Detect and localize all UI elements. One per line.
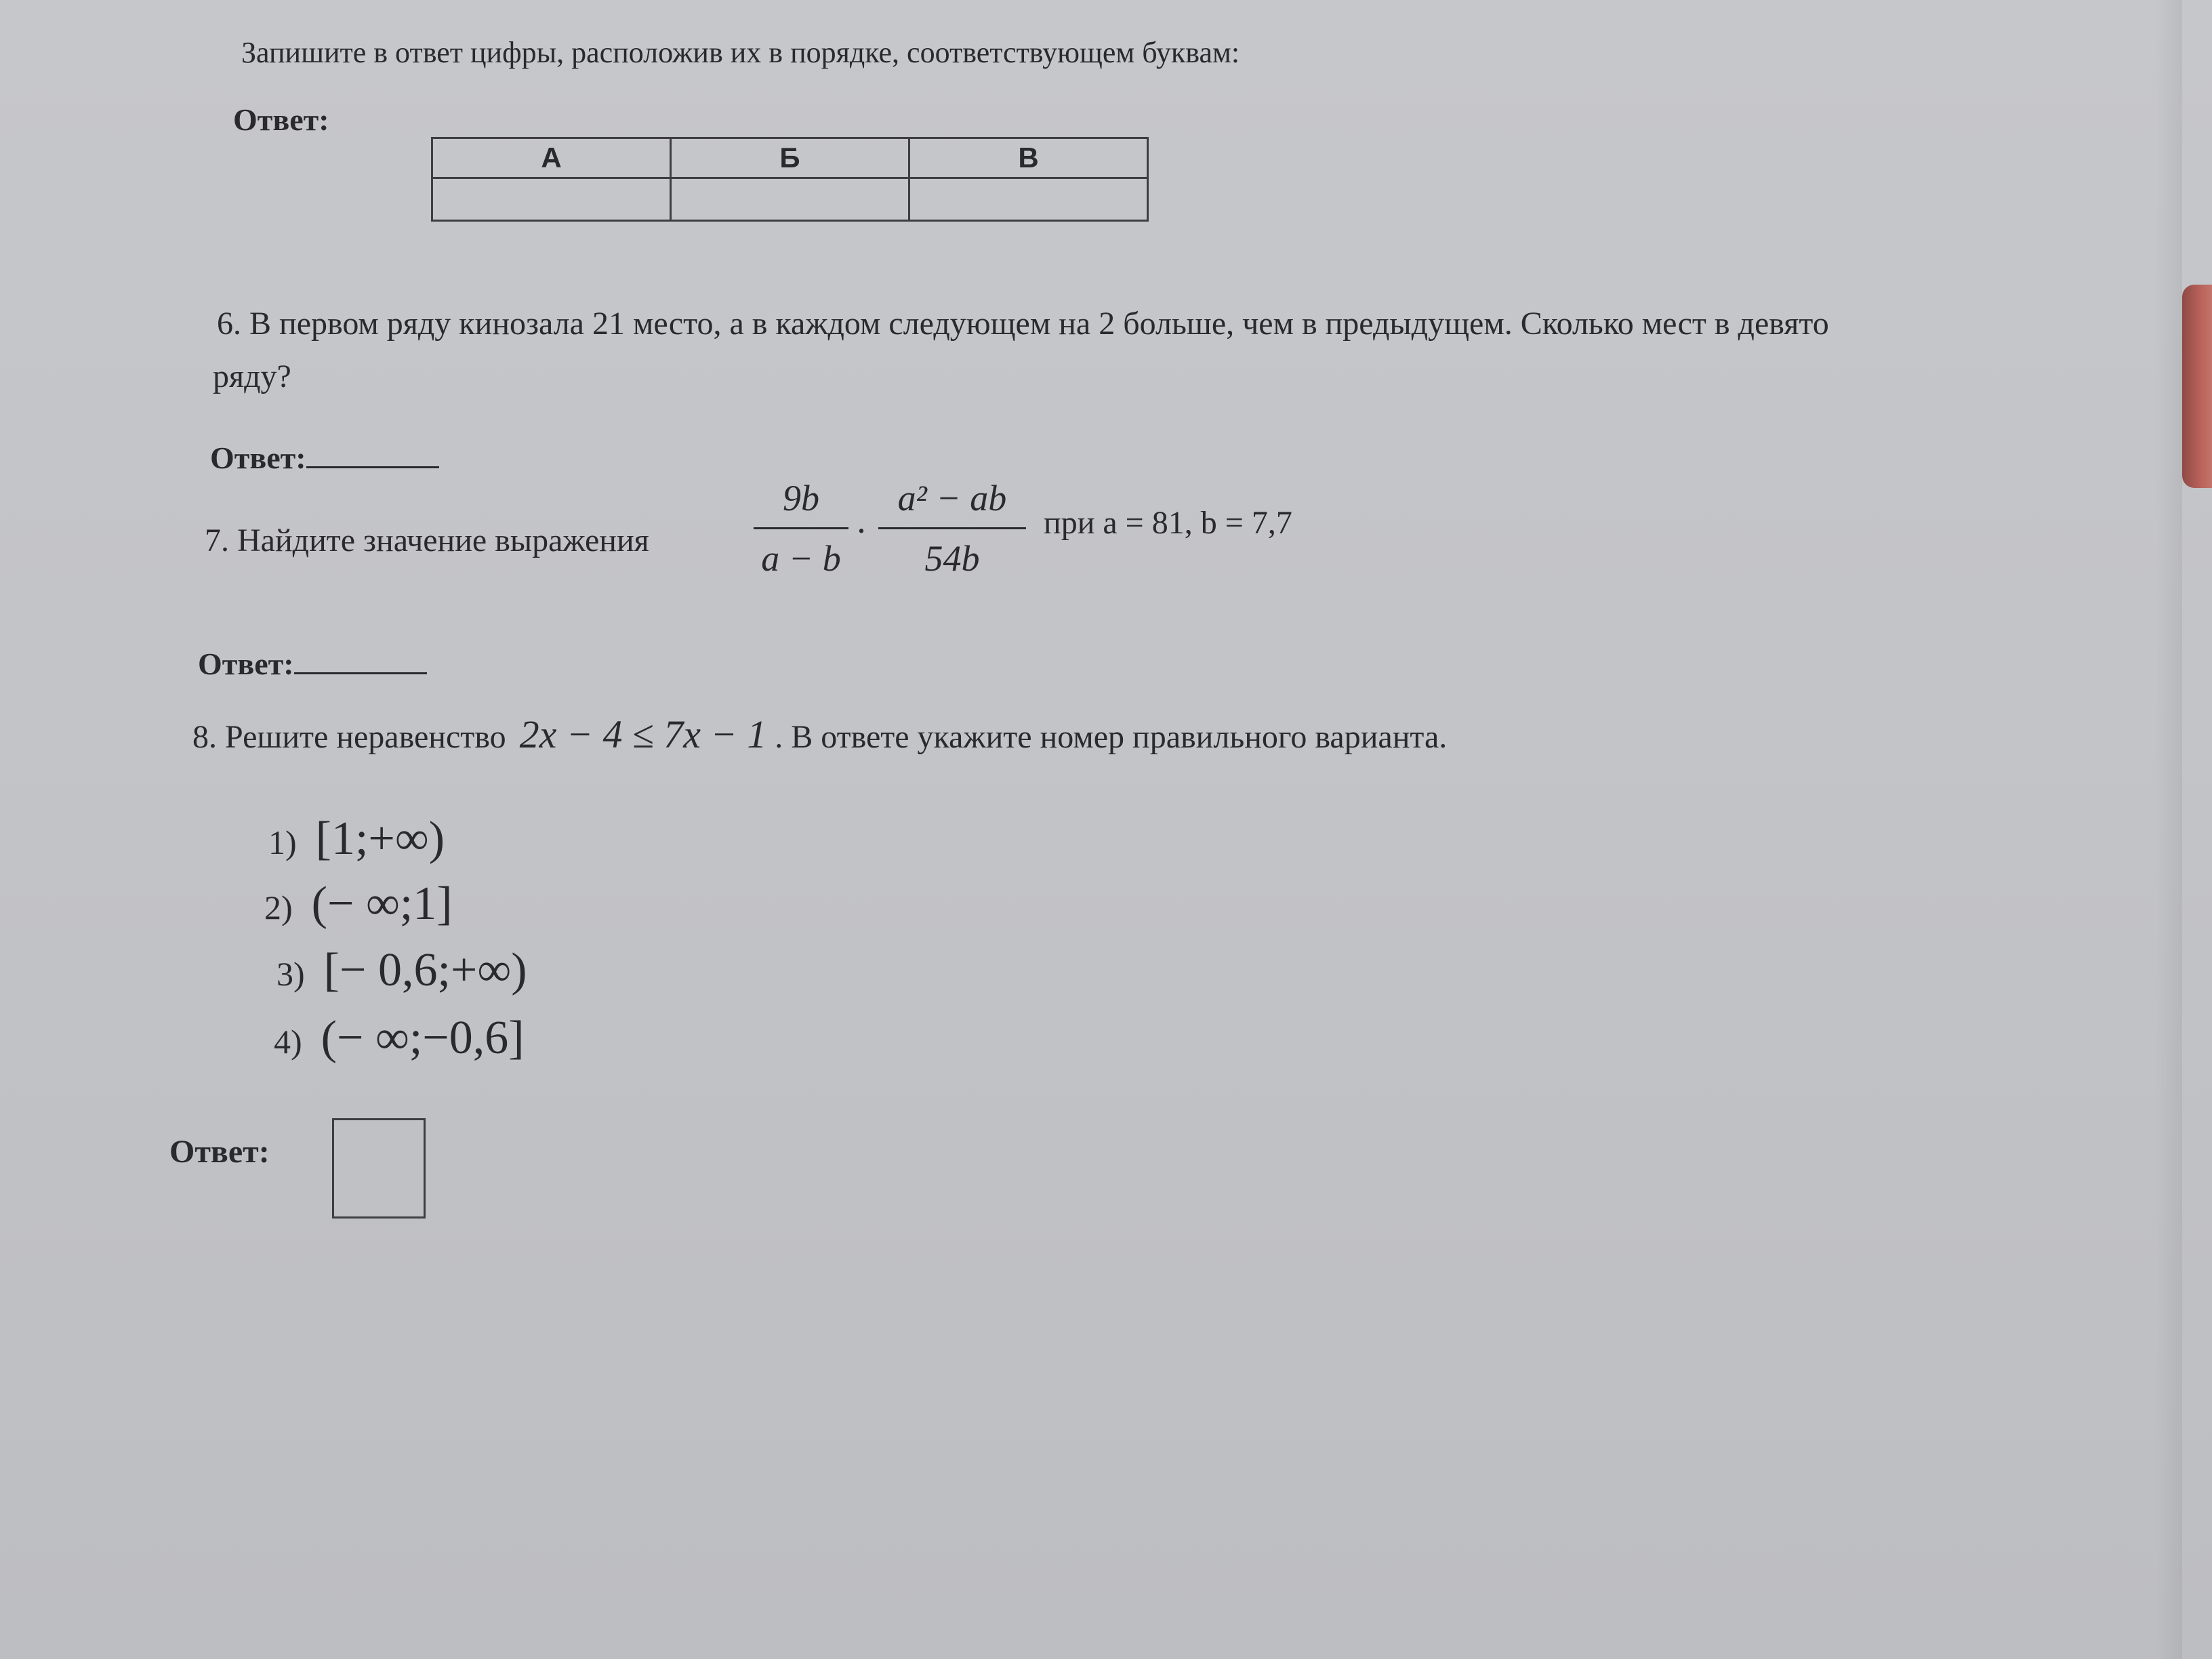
q7-frac1-numerator: 9b [783, 478, 819, 518]
q7-frac1-bar [754, 527, 848, 529]
q8-option-1[interactable] [268, 812, 445, 866]
q7-multiply-dot: · [855, 510, 867, 551]
q8-row [192, 712, 1447, 757]
q8-text: 8. Решите неравенство [192, 719, 506, 755]
q7-frac2-numerator: a² − ab [897, 478, 1007, 518]
option-2-value: (− ∞;1] [311, 878, 453, 930]
option-4-value: (− ∞;−0,6] [321, 1012, 525, 1064]
option-3-value: [− 0,6;+∞) [323, 944, 527, 996]
q7-frac2-bar [878, 527, 1026, 529]
q7-frac1-denominator: a − b [761, 538, 841, 579]
q8-answer-box[interactable] [332, 1118, 426, 1218]
answer-label-table: Ответ: [233, 102, 329, 137]
option-1-number: 1) [268, 823, 297, 861]
q6-answer-line[interactable] [306, 439, 439, 468]
instruction-text: Запишите в ответ цифры, расположив их в порядке, соответствующем буквам: [241, 36, 1240, 69]
page-edge-shadow [2155, 0, 2182, 1659]
q7-fraction-1 [754, 474, 848, 582]
answer-table [431, 137, 1149, 222]
q7-frac2-denominator: 54b [924, 538, 980, 579]
q7-answer-line[interactable] [294, 645, 427, 674]
q7-answer-label: Ответ: [198, 647, 294, 681]
option-1-value: [1;+∞) [315, 813, 445, 865]
q6-line1: 6. В первом ряду кинозала 21 место, а в каждом следующем на 2 больше, чем в предыдущем. Сколько мест в девято [217, 306, 1829, 342]
red-folder-edge [2182, 285, 2212, 488]
table-header-v: В [909, 138, 1148, 178]
q8-option-4[interactable] [274, 1011, 525, 1065]
q7-condition: при a = 81, b = 7,7 [1044, 505, 1292, 541]
q7-answer [198, 645, 427, 682]
q8-answer-label: Ответ: [169, 1134, 270, 1170]
table-header-a: А [432, 138, 671, 178]
table-cell-b[interactable] [671, 178, 909, 221]
q6-line2: ряду? [213, 359, 291, 394]
q6-answer [210, 439, 439, 476]
q8-option-2[interactable] [264, 877, 453, 931]
q6-answer-label: Ответ: [210, 441, 306, 475]
q8-inequality: 2x − 4 ≤ 7x − 1 [519, 712, 767, 756]
table-cell-v[interactable] [909, 178, 1148, 221]
table-header-b: Б [671, 138, 909, 178]
option-4-number: 4) [274, 1023, 302, 1061]
q8-tail: . В ответе укажите номер правильного варианта. [775, 719, 1448, 755]
table-cell-a[interactable] [432, 178, 671, 221]
q8-option-3[interactable] [276, 943, 527, 998]
option-2-number: 2) [264, 888, 293, 926]
q7-text: 7. Найдите значение выражения [205, 523, 649, 558]
option-3-number: 3) [276, 955, 305, 993]
q7-fraction-2 [878, 474, 1026, 582]
